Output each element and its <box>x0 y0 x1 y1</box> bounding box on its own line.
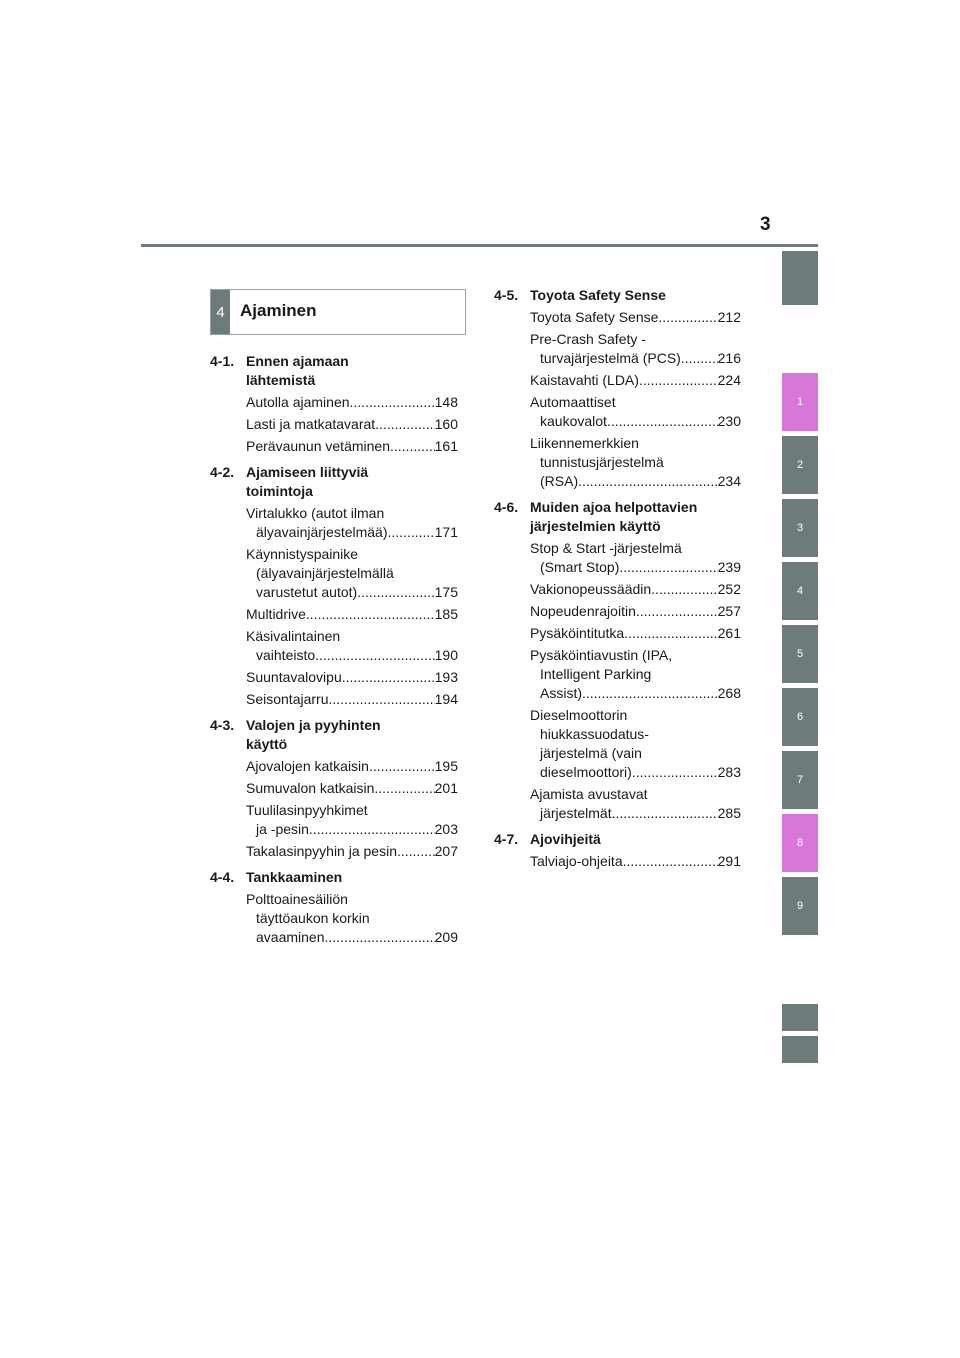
chapter-tab-6[interactable]: 6 <box>782 688 818 746</box>
toc-entry-line: avaaminen <box>256 929 325 945</box>
toc-entry-line: Nopeudenrajoitin <box>530 603 636 619</box>
page-ref: 261 <box>717 625 741 641</box>
chapter-title-line: Valojen ja pyyhinten <box>246 717 381 733</box>
dot-leader <box>374 779 434 798</box>
toc-entry[interactable] <box>530 602 741 621</box>
page-ref: 175 <box>434 584 458 600</box>
toc-entry[interactable] <box>246 504 458 542</box>
toc-entry[interactable] <box>246 690 458 709</box>
toc-entry[interactable] <box>246 627 458 665</box>
page-ref: 268 <box>717 685 741 701</box>
toc-entry[interactable] <box>530 393 741 431</box>
chapter-tab-5[interactable]: 5 <box>782 625 818 683</box>
chapter-title-line: Toyota Safety Sense <box>530 287 666 303</box>
chapter-number: 4-2. <box>210 464 235 480</box>
chapter-tab-7[interactable]: 7 <box>782 751 818 809</box>
toc-column-right <box>494 286 741 871</box>
toc-entry[interactable] <box>246 668 458 687</box>
chapter-title-line: käyttö <box>246 736 288 752</box>
toc-entry-line: Käsivalintainen <box>246 628 341 644</box>
chapter-number: 4-7. <box>494 831 519 847</box>
toc-entry-line: Suuntavalovipu <box>246 669 342 685</box>
toc-entry[interactable] <box>530 646 741 703</box>
toc-entry[interactable] <box>246 437 458 456</box>
toc-entry-line: Sumuvalon katkaisin <box>246 780 375 796</box>
chapter-tab-blank-10[interactable] <box>782 1004 818 1031</box>
toc-entry-line: Dieselmoottorin <box>530 707 628 723</box>
chapter-heading[interactable] <box>210 463 458 501</box>
dot-leader <box>639 371 718 390</box>
toc-entry-line: Perävaunun vetäminen <box>246 438 390 454</box>
toc-entry-line: järjestelmä (vain <box>540 745 642 761</box>
page-ref: 148 <box>434 394 458 410</box>
page-ref: 161 <box>434 438 458 454</box>
chapter-tab-8[interactable]: 8 <box>782 814 818 872</box>
dot-leader <box>578 472 718 491</box>
toc-entry-line: Stop & Start -järjestelmä <box>530 540 682 556</box>
toc-entry[interactable] <box>246 779 458 798</box>
page-ref: 195 <box>434 758 458 774</box>
page-ref: 216 <box>717 350 741 366</box>
dot-leader <box>607 412 718 431</box>
page-ref: 230 <box>717 413 741 429</box>
toc-entry-line: varustetut autot) <box>256 584 358 600</box>
toc-entry-line: älyavainjärjestelmää) <box>256 524 388 540</box>
toc-entry[interactable] <box>530 434 741 491</box>
toc-entry-line: turvajärjestelmä (PCS) <box>540 350 681 366</box>
chapter-heading[interactable] <box>210 868 458 887</box>
toc-entry-line: (RSA) <box>540 473 579 489</box>
page-number: 3 <box>760 214 771 235</box>
toc-entry-line: Virtalukko (autot ilman <box>246 505 385 521</box>
toc-entry-line: Intelligent Parking <box>540 666 652 682</box>
chapter-number: 4-6. <box>494 499 519 515</box>
dot-leader <box>390 437 435 456</box>
dot-leader <box>624 624 717 643</box>
toc-entry-line: tunnistusjärjestelmä <box>540 454 664 470</box>
chapter-tabs <box>782 0 818 1358</box>
dot-leader <box>632 763 718 782</box>
chapter-tab-1[interactable]: 1 <box>782 373 818 431</box>
toc-entry-line: Liikennemerkkien <box>530 435 639 451</box>
chapter-heading[interactable] <box>210 716 458 754</box>
dot-leader <box>325 928 435 947</box>
page-ref: 234 <box>717 473 741 489</box>
toc-entry-line: Assist) <box>540 685 582 701</box>
dot-leader <box>651 580 717 599</box>
toc-entry[interactable] <box>530 539 741 577</box>
toc-entry[interactable] <box>246 890 458 947</box>
dot-leader <box>342 668 435 687</box>
toc-entry-line: Pre-Crash Safety - <box>530 331 646 347</box>
toc-entry-line: järjestelmät <box>540 805 612 821</box>
chapter-number: 4-3. <box>210 717 235 733</box>
toc-entry-line: (älyavainjärjestelmällä <box>256 565 394 581</box>
chapter-title-line: toimintoja <box>246 483 313 499</box>
toc-entry-line: Kaistavahti (LDA) <box>530 372 639 388</box>
toc-column-left <box>210 352 458 947</box>
toc-entry-line: täyttöaukon korkin <box>256 910 370 926</box>
toc-entry[interactable] <box>530 580 741 599</box>
page-ref: 239 <box>717 559 741 575</box>
page-ref: 193 <box>434 669 458 685</box>
page-ref: 257 <box>717 603 741 619</box>
chapter-tab-blank-11[interactable] <box>782 1036 818 1063</box>
page-ref: 291 <box>717 853 741 869</box>
chapter-tab-4[interactable]: 4 <box>782 562 818 620</box>
toc-entry[interactable] <box>246 545 458 602</box>
toc-entry[interactable] <box>530 371 741 390</box>
toc-entry-line: (Smart Stop) <box>540 559 620 575</box>
dot-leader <box>612 804 718 823</box>
page-ref: 203 <box>434 821 458 837</box>
page-ref: 185 <box>434 606 458 622</box>
toc-entry-line: Talviajo-ohjeita <box>530 853 623 869</box>
toc-entry[interactable] <box>530 852 741 871</box>
toc-entry[interactable] <box>530 785 741 823</box>
chapter-title-line: Muiden ajoa helpottavien <box>530 499 698 515</box>
chapter-heading[interactable] <box>210 352 458 390</box>
toc-entry[interactable] <box>246 605 458 624</box>
chapter-number: 4-4. <box>210 869 235 885</box>
page-ref: 194 <box>434 691 458 707</box>
toc-entry-line: Ajamista avustavat <box>530 786 648 802</box>
page-ref: 190 <box>434 647 458 663</box>
toc-entry[interactable] <box>246 801 458 839</box>
toc-entry-line: Autolla ajaminen <box>246 394 350 410</box>
header-rule <box>141 244 818 247</box>
chapter-number: 4-5. <box>494 287 519 303</box>
dot-leader <box>619 558 717 577</box>
page-ref: 224 <box>717 372 741 388</box>
chapter-title-line: Ajamiseen liittyviä <box>246 464 369 480</box>
dot-leader <box>636 602 718 621</box>
toc-entry[interactable] <box>530 624 741 643</box>
page-ref: 212 <box>717 309 741 325</box>
dot-leader <box>623 852 718 871</box>
page-ref: 171 <box>434 524 458 540</box>
toc-entry-line: Tuulilasinpyyhkimet <box>246 802 368 818</box>
dot-leader <box>357 583 434 602</box>
toc-entry-line: Takalasinpyyhin ja pesin <box>246 843 397 859</box>
page-ref: 207 <box>434 843 458 859</box>
dot-leader <box>681 349 718 368</box>
toc-entry-line: Pysäköintiavustin (IPA, <box>530 647 673 663</box>
toc-entry-line: Seisontajarru <box>246 691 329 707</box>
dot-leader <box>388 523 435 542</box>
toc-entry-line: Multidrive <box>246 606 306 622</box>
toc-entry-line: Automaattiset <box>530 394 616 410</box>
chapter-heading[interactable] <box>494 286 741 305</box>
chapter-tab-blank-0[interactable] <box>782 251 818 305</box>
dot-leader <box>350 393 435 412</box>
dot-leader <box>306 605 435 624</box>
section-title: Ajaminen <box>240 301 317 320</box>
chapter-number: 4-1. <box>210 353 235 369</box>
toc-entry[interactable] <box>530 308 741 327</box>
toc-entry[interactable] <box>246 393 458 412</box>
toc-entry[interactable] <box>246 842 458 861</box>
toc-entry-line: kaukovalot <box>540 413 607 429</box>
chapter-title-line: lähtemistä <box>246 372 316 388</box>
toc-entry-line: Polttoainesäiliön <box>246 891 348 907</box>
toc-entry[interactable] <box>246 757 458 776</box>
toc-entry-line: dieselmoottori) <box>540 764 632 780</box>
toc-entry[interactable] <box>530 330 741 368</box>
toc-entry[interactable] <box>246 415 458 434</box>
page-ref: 252 <box>717 581 741 597</box>
chapter-title-line: Ajovihjeitä <box>530 831 601 847</box>
dot-leader <box>369 757 435 776</box>
toc-entry-line: vaihteisto <box>256 647 316 663</box>
toc-entry-line: Pysäköintitutka <box>530 625 625 641</box>
toc-entry-line: Toyota Safety Sense <box>530 309 659 325</box>
chapter-title-line: järjestelmien käyttö <box>530 518 661 534</box>
dot-leader <box>329 690 435 709</box>
dot-leader <box>315 646 434 665</box>
dot-leader <box>397 842 435 861</box>
toc-entry-line: Käynnistyspainike <box>246 546 359 562</box>
toc-entry-line: hiukkassuodatus- <box>540 726 649 742</box>
toc-entry-line: Lasti ja matkatavarat <box>246 416 376 432</box>
section-heading <box>210 289 466 335</box>
toc-entry[interactable] <box>530 706 741 782</box>
toc-entry-line: ja -pesin <box>256 821 309 837</box>
chapter-title-line: Ennen ajamaan <box>246 353 349 369</box>
section-number: 4 <box>211 290 230 334</box>
page-ref: 209 <box>434 929 458 945</box>
dot-leader <box>375 415 434 434</box>
page-ref: 285 <box>717 805 741 821</box>
toc-entry-line: Ajovalojen katkaisin <box>246 758 369 774</box>
chapter-title-line: Tankkaaminen <box>246 869 343 885</box>
chapter-heading[interactable] <box>494 498 741 536</box>
dot-leader <box>309 820 435 839</box>
page-ref: 160 <box>434 416 458 432</box>
chapter-heading[interactable] <box>494 830 741 849</box>
chapter-tab-3[interactable]: 3 <box>782 499 818 557</box>
toc-entry-line: Vakionopeussäädin <box>530 581 652 597</box>
page-ref: 283 <box>717 764 741 780</box>
chapter-tab-2[interactable]: 2 <box>782 436 818 494</box>
page-ref: 201 <box>434 780 458 796</box>
dot-leader <box>658 308 717 327</box>
dot-leader <box>582 684 718 703</box>
chapter-tab-9[interactable]: 9 <box>782 877 818 935</box>
